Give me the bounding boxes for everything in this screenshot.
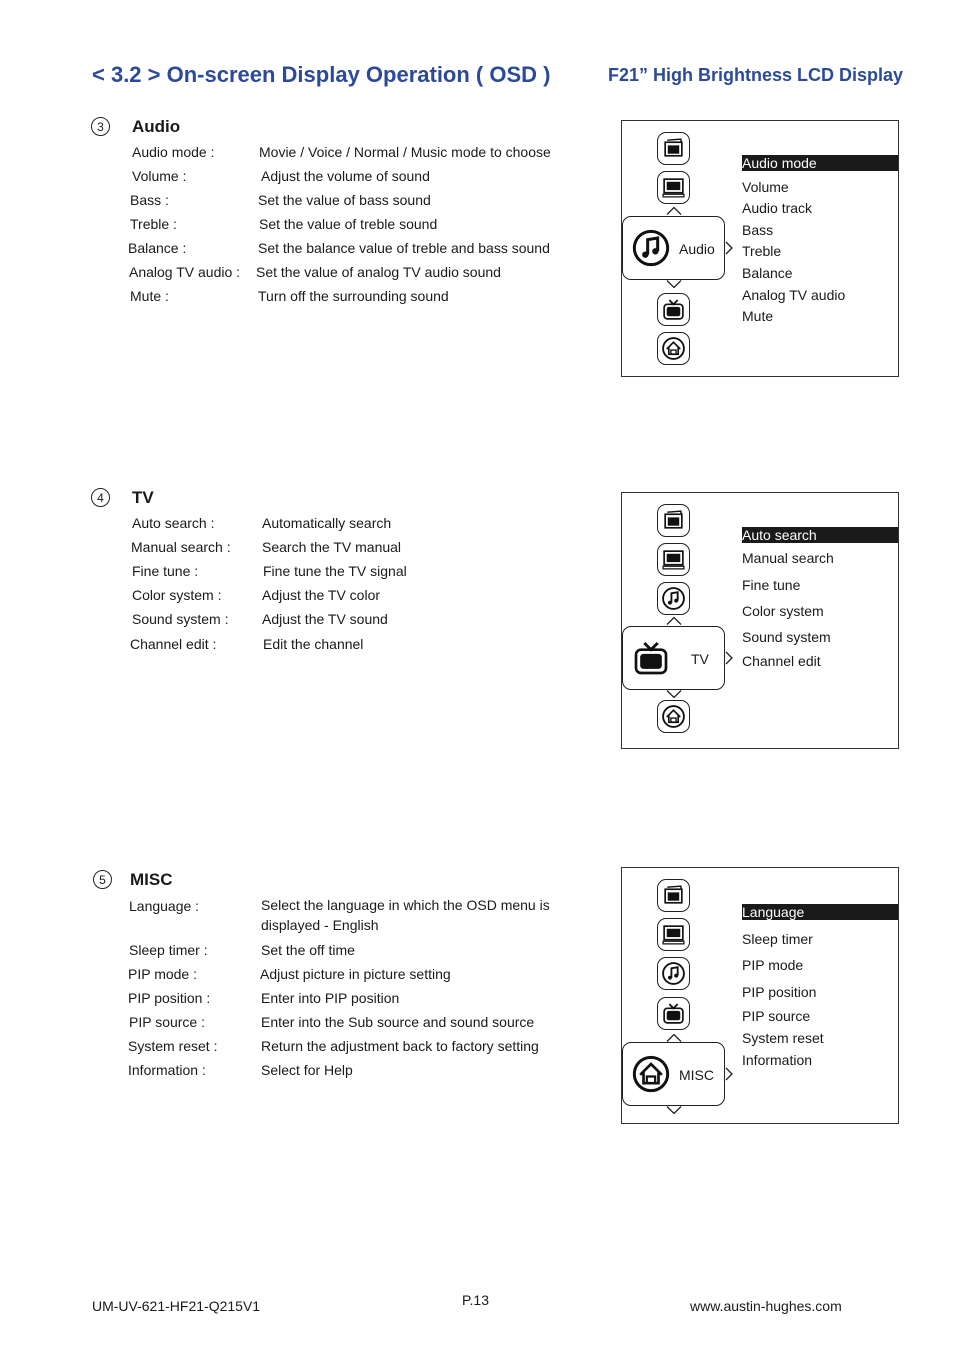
- monitor-icon[interactable]: [657, 918, 690, 951]
- audio-row-label: Mute :: [130, 288, 169, 304]
- chevron-down-icon: [666, 1106, 682, 1114]
- osd-item-fine-tune[interactable]: Fine tune: [742, 577, 801, 593]
- audio-row-desc: Set the value of analog TV audio sound: [256, 264, 501, 280]
- misc-row-label: Language :: [129, 898, 200, 914]
- chevron-down-icon: [666, 690, 682, 698]
- osd-selected-misc[interactable]: [622, 1042, 725, 1106]
- audio-row-desc: Adjust the volume of sound: [261, 168, 430, 184]
- misc-row-desc: Select for Help: [261, 1062, 353, 1078]
- tv-row-desc: Edit the channel: [263, 636, 364, 652]
- footer-doc-code: UM-UV-621-HF21-Q215V1: [92, 1298, 261, 1314]
- chevron-right-icon: [725, 1067, 733, 1081]
- tv-row-desc: Fine tune the TV signal: [263, 563, 407, 579]
- audio-row-label: Balance :: [128, 240, 187, 256]
- audio-row-label: Analog TV audio :: [129, 264, 241, 280]
- tv-row-desc: Adjust the TV sound: [262, 611, 388, 627]
- osd-item-bass[interactable]: Bass: [742, 222, 774, 238]
- audio-row-label: Bass :: [130, 192, 169, 208]
- footer-website: www.austin-hughes.com: [690, 1298, 842, 1314]
- audio-row-desc: Movie / Voice / Normal / Music mode to choose: [259, 144, 551, 160]
- misc-row-label: Information :: [128, 1062, 206, 1078]
- tv-row-label: Channel edit :: [130, 636, 217, 652]
- music-note-icon[interactable]: [657, 957, 690, 990]
- section-title-tv: TV: [132, 488, 154, 507]
- osd-item-manual-search[interactable]: Manual search: [742, 550, 834, 566]
- osd-item-color-system[interactable]: Color system: [742, 603, 824, 619]
- audio-row-desc: Set the balance value of treble and bass sound: [258, 240, 550, 256]
- osd-selected-label: MISC: [679, 1067, 714, 1083]
- osd-item-analog-tv-audio[interactable]: Analog TV audio: [742, 287, 846, 303]
- picture-icon[interactable]: [657, 879, 690, 912]
- osd-item-channel-edit[interactable]: Channel edit: [742, 653, 821, 669]
- tv-row-label: Manual search :: [131, 539, 231, 555]
- osd-item-audio-track[interactable]: Audio track: [742, 200, 813, 216]
- section-number-misc: 5: [93, 870, 112, 889]
- tv-row-label: Sound system :: [132, 611, 229, 627]
- section-number-tv: 4: [91, 488, 110, 507]
- audio-row-label: Audio mode :: [132, 144, 215, 160]
- osd-selected-label: TV: [691, 651, 709, 667]
- chevron-right-icon: [725, 651, 733, 665]
- misc-row-desc: Enter into PIP position: [261, 990, 400, 1006]
- osd-item-mute[interactable]: Mute: [742, 308, 774, 324]
- osd-menu-tv: [621, 492, 899, 749]
- misc-row-desc: Return the adjustment back to factory setting: [261, 1038, 539, 1054]
- misc-row-label: PIP source :: [129, 1014, 206, 1030]
- footer-page-number: P.13: [462, 1292, 489, 1308]
- tv-row-label: Fine tune :: [132, 563, 199, 579]
- audio-row-desc: Set the value of bass sound: [258, 192, 431, 208]
- osd-selected-label: Audio: [679, 241, 715, 257]
- osd-item-volume[interactable]: Volume: [742, 179, 789, 195]
- misc-row-label: System reset :: [128, 1038, 218, 1054]
- chevron-down-icon: [666, 280, 682, 288]
- osd-item-information[interactable]: Information: [742, 1052, 813, 1068]
- tv-icon[interactable]: [657, 293, 690, 326]
- tv-row-desc: Search the TV manual: [262, 539, 402, 555]
- osd-selected-tv[interactable]: [622, 626, 725, 690]
- home-icon[interactable]: [657, 332, 690, 365]
- picture-icon[interactable]: [657, 504, 690, 537]
- misc-row-label: Sleep timer :: [129, 942, 208, 958]
- misc-row-desc: Select the language in which the OSD menu is displayed - English: [261, 897, 550, 933]
- audio-row-desc: Set the value of treble sound: [259, 216, 438, 232]
- home-icon[interactable]: [657, 700, 690, 733]
- osd-item-pip-position[interactable]: PIP position: [742, 984, 817, 1000]
- osd-menu-misc: [621, 867, 899, 1124]
- section-number-audio: 3: [91, 117, 110, 136]
- chevron-right-icon: [725, 241, 733, 255]
- osd-item-sleep-timer[interactable]: Sleep timer: [742, 931, 813, 947]
- section-title-misc: MISC: [130, 870, 173, 889]
- osd-item-auto-search[interactable]: Auto search: [742, 527, 898, 543]
- osd-item-treble[interactable]: Treble: [742, 243, 782, 259]
- tv-row-label: Color system :: [132, 587, 222, 603]
- chevron-up-icon: [666, 617, 682, 625]
- product-name: F21” High Brightness LCD Display: [608, 65, 904, 85]
- tv-row-desc: Automatically search: [262, 515, 392, 531]
- monitor-icon[interactable]: [657, 543, 690, 576]
- home-icon: [631, 1054, 671, 1094]
- misc-row-desc: Set the off time: [261, 942, 355, 958]
- osd-item-audio-mode[interactable]: Audio mode: [742, 155, 898, 171]
- chevron-up-icon: [666, 207, 682, 215]
- osd-menu-audio: [621, 120, 899, 377]
- osd-item-pip-source[interactable]: PIP source: [742, 1008, 811, 1024]
- osd-item-sound-system[interactable]: Sound system: [742, 629, 831, 645]
- monitor-icon[interactable]: [657, 171, 690, 204]
- tv-icon: [631, 638, 671, 678]
- misc-row-desc: Adjust picture in picture setting: [260, 966, 451, 982]
- page-title: < 3.2 > On-screen Display Operation ( OSD ): [92, 62, 551, 87]
- audio-row-label: Treble :: [130, 216, 177, 232]
- tv-row-label: Auto search :: [132, 515, 215, 531]
- tv-row-desc: Adjust the TV color: [262, 587, 381, 603]
- osd-item-system-reset[interactable]: System reset: [742, 1030, 824, 1046]
- chevron-up-icon: [666, 1034, 682, 1042]
- audio-row-desc: Turn off the surrounding sound: [258, 288, 449, 304]
- section-title-audio: Audio: [132, 117, 181, 136]
- misc-row-label: PIP position :: [128, 990, 211, 1006]
- misc-row-label: PIP mode :: [128, 966, 198, 982]
- osd-item-language[interactable]: Language: [742, 904, 898, 920]
- tv-icon[interactable]: [657, 997, 690, 1030]
- audio-row-label: Volume :: [132, 168, 187, 184]
- music-note-icon[interactable]: [657, 582, 690, 615]
- osd-selected-audio[interactable]: [622, 216, 725, 280]
- misc-row-desc: Enter into the Sub source and sound source: [261, 1014, 535, 1030]
- osd-item-pip-mode[interactable]: PIP mode: [742, 957, 804, 973]
- osd-item-balance[interactable]: Balance: [742, 265, 793, 281]
- music-note-icon: [631, 228, 671, 268]
- picture-icon[interactable]: [657, 132, 690, 165]
